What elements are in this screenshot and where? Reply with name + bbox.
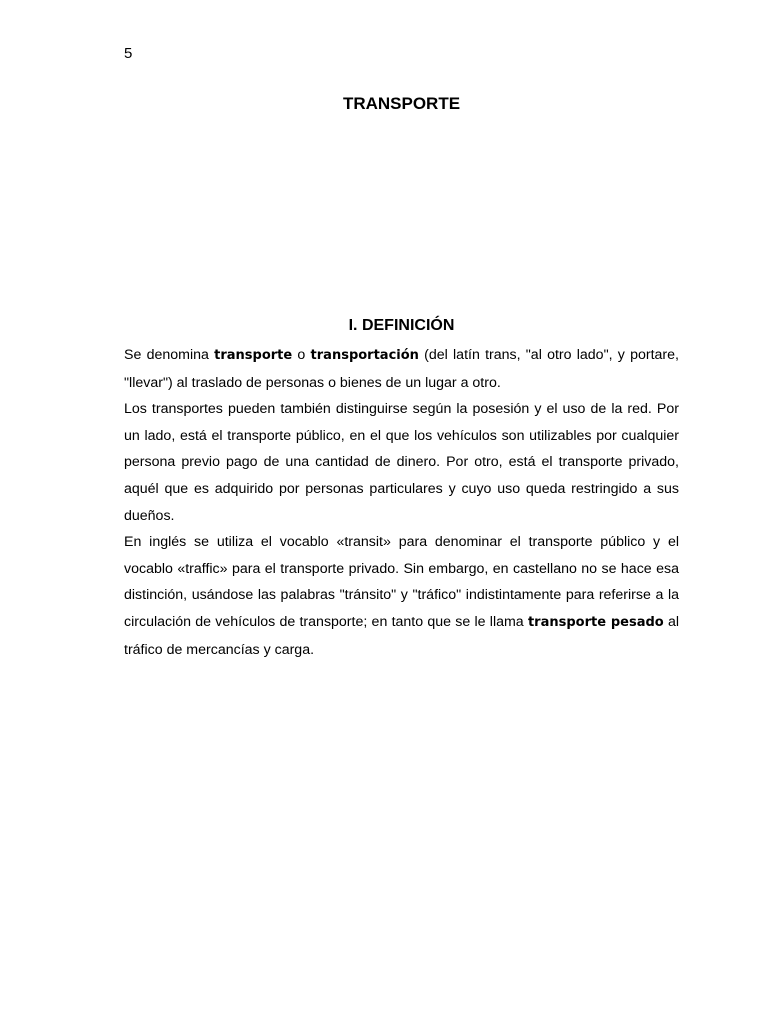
page-title: TRANSPORTE bbox=[342, 94, 461, 113]
bold-term-transporte-pesado: transporte pesado bbox=[527, 614, 664, 630]
text-run: o bbox=[292, 347, 311, 363]
paragraph-ownership: Los transportes pueden también distinguirse según la posesión y el uso de la red. Por un lado, está el transporte público, en el que los vehículos son utilizables por cualquier persona previo pago de una cantidad de dinero. Por otro, está el transporte privado, aquél que es adquirido por personas particulares y cuyo uso queda restringido a sus dueños. bbox=[124, 401, 679, 524]
page-number: 5 bbox=[124, 45, 133, 62]
body-text bbox=[124, 342, 679, 663]
paragraph-definition bbox=[124, 342, 679, 396]
bold-term-transporte: transporte bbox=[214, 348, 293, 363]
text-run: al tráfico de mercancías y carga. bbox=[124, 613, 680, 658]
bold-term-transportacion: transportación bbox=[310, 348, 419, 363]
text-run: Se denomina bbox=[124, 347, 215, 363]
text-run: (del latín trans, "al otro lado", y portare, "llevar") al traslado de personas o bienes de un lugar a otro. bbox=[124, 347, 679, 391]
paragraph-english-terms bbox=[124, 529, 679, 663]
text-run: En inglés se utiliza el vocablo «transit» para denominar el transporte público y el vocablo «traffic» para el transporte privado. Sin embargo, en castellano no se hace esa distinción, usándose las palabras "tránsito" y "tráfico" indistintamente para referirse a la circulación de vehículos de transporte; en tanto que se le llama bbox=[124, 534, 679, 630]
section-heading: I. DEFINICIÓN bbox=[348, 317, 455, 334]
